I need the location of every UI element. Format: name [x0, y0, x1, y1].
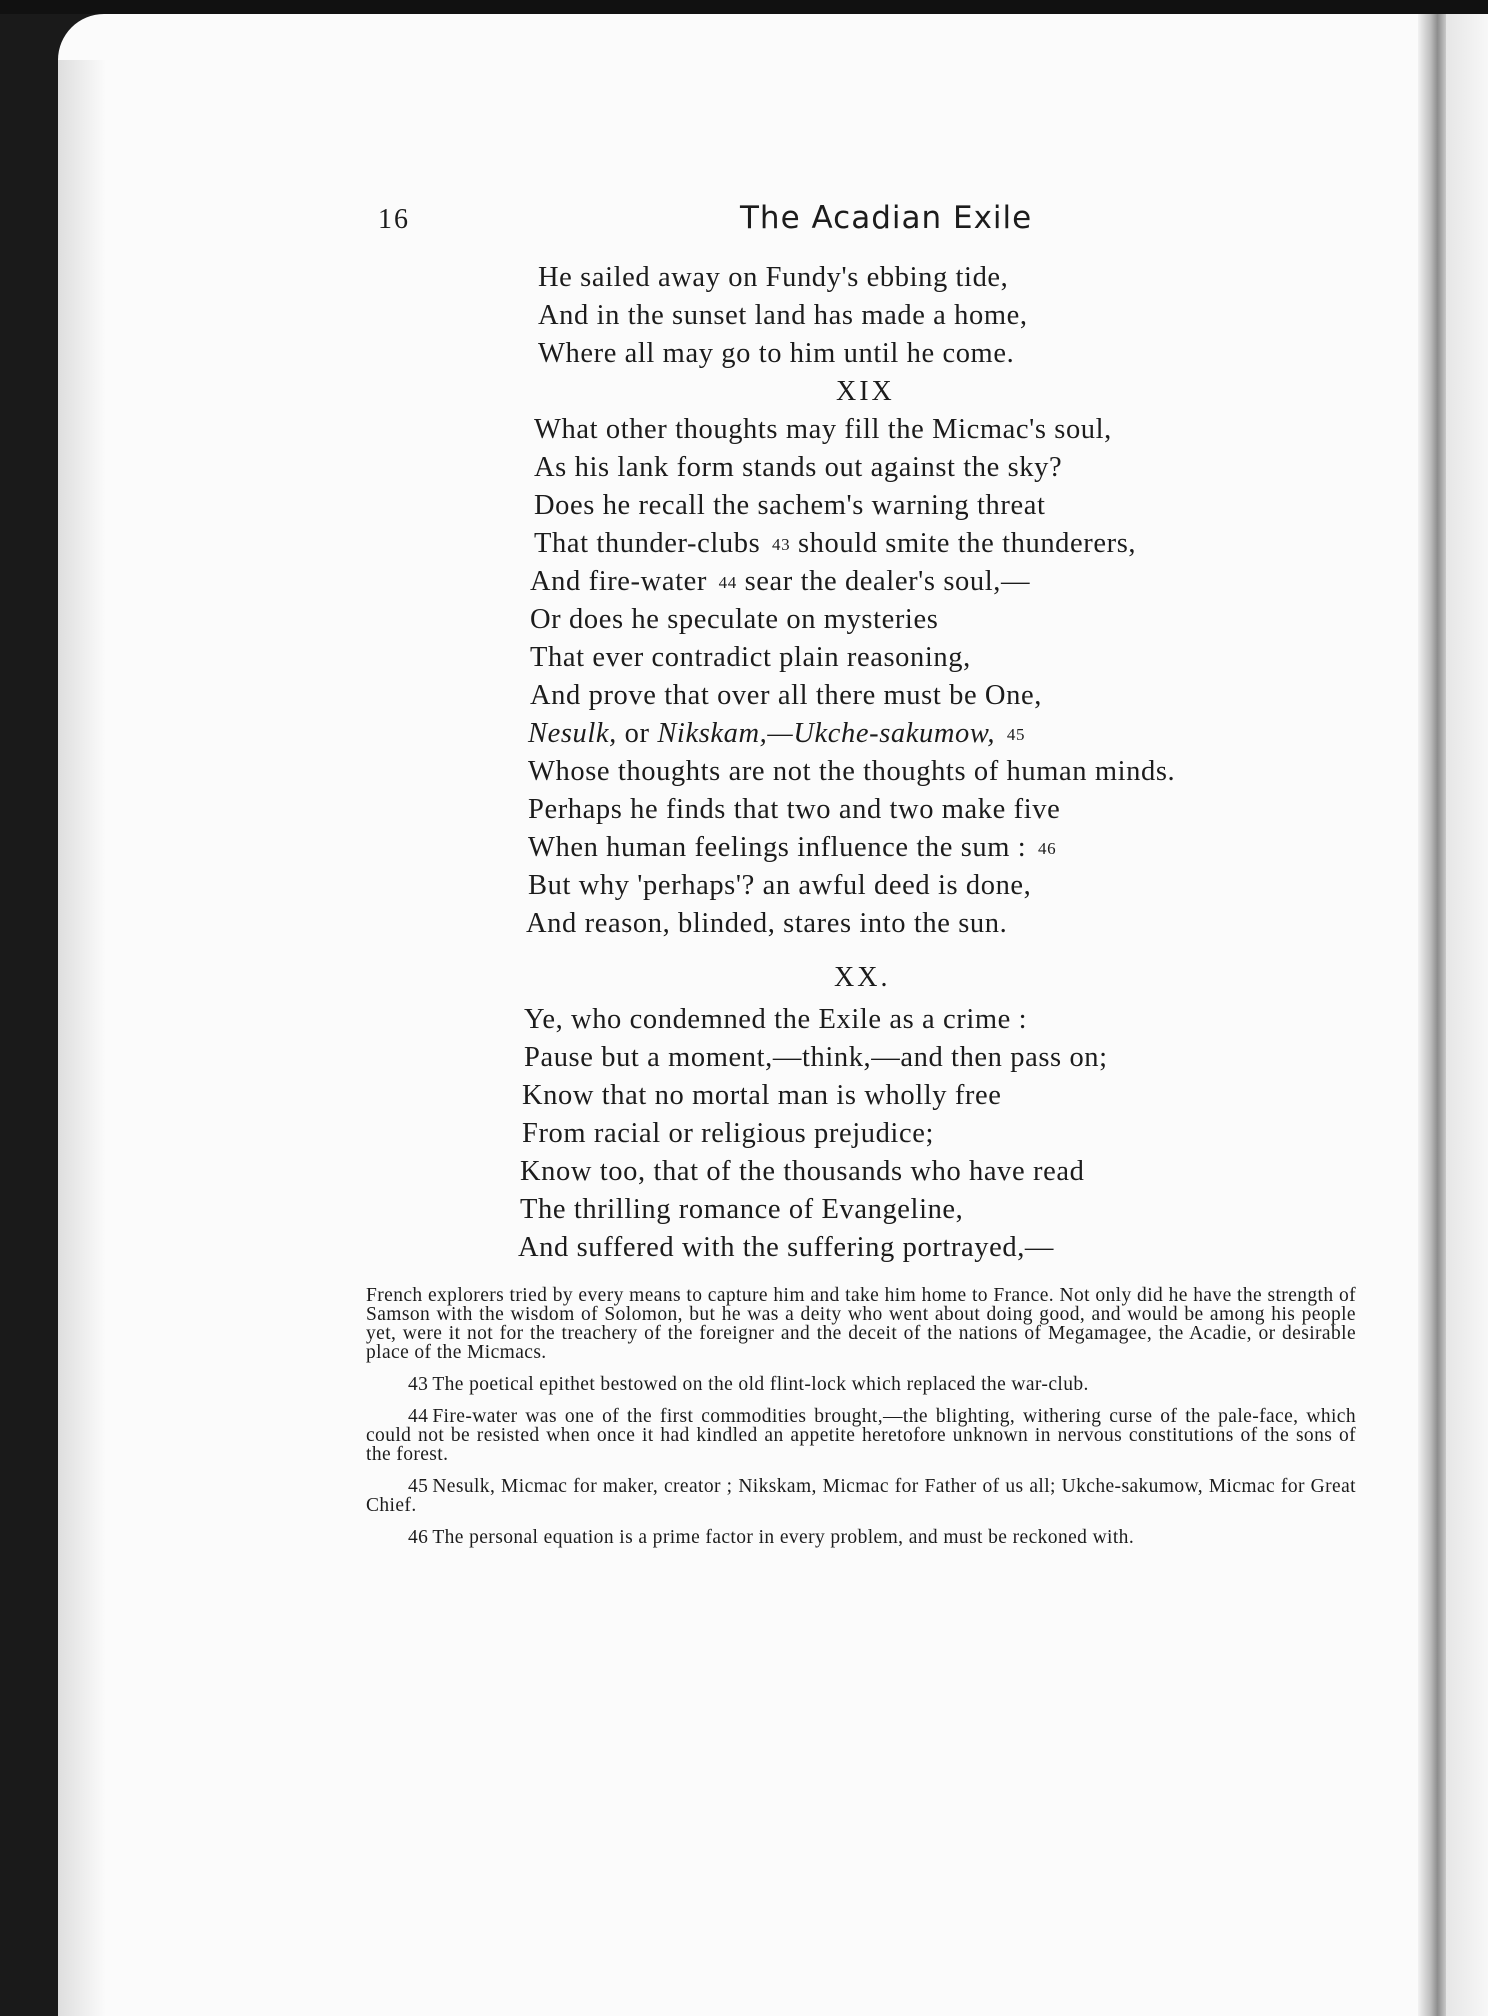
- footnote-ref-43: 43: [772, 535, 791, 554]
- footnote-continued: French explorers tried by every means to capture him and take him home to France. Not only did he have the strength of Samson with the wisdom of Solomon, but he was a deity who went about doing good, and would be among his people yet, were it not for the treachery of the foreigner and the deceit of the nations of Megamagee, the Acadie, or desirable place of the Micmacs.: [366, 1285, 1356, 1363]
- poem-line: Know that no mortal man is wholly free: [522, 1080, 1002, 1111]
- footnote-text: Nesulk, Micmac for maker, creator ; Nikskam, Micmac for Father of us all; Ukche-sakumow, Micmac for Great Chief.: [366, 1476, 1356, 1516]
- poem-line: [534, 528, 1136, 560]
- footnote-text: Fire-water was one of the first commodities brought,—the blighting, withering curse of the pale-face, which could not be resisted when once it had kindled an appetite heretofore unknown in nervous constitutions of the sons of the forest.: [366, 1406, 1356, 1465]
- poem-line: But why 'perhaps'? an awful deed is done,: [528, 870, 1032, 901]
- poem-line: And suffered with the suffering portrayed,—: [518, 1232, 1055, 1263]
- footnote-ref-44: 44: [718, 573, 737, 592]
- poem-line: Whose thoughts are not the thoughts of human minds.: [528, 756, 1176, 787]
- scan-top-edge: [0, 0, 1488, 14]
- poem-line-italic: Nikskam,—Ukche-sakumow,: [657, 718, 996, 749]
- poem-line: He sailed away on Fundy's ebbing tide,: [538, 262, 1009, 293]
- footnote-text: The personal equation is a prime factor in every problem, and must be reckoned with.: [432, 1527, 1135, 1548]
- footnote-45: [366, 1477, 1356, 1515]
- poem-line: Ye, who condemned the Exile as a crime :: [524, 1004, 1028, 1035]
- footnote-44: [366, 1407, 1356, 1464]
- poem-line-text: should smite the thunderers,: [797, 528, 1137, 559]
- poem-line: Or does he speculate on mysteries: [530, 604, 939, 635]
- poem-line: And reason, blinded, stares into the sun.: [526, 908, 1008, 939]
- poem-line: Does he recall the sachem's warning threat: [534, 490, 1046, 521]
- poem-line: [528, 832, 1056, 864]
- footnote-ref-45: 45: [1006, 725, 1026, 744]
- footnote-number: 43: [408, 1374, 429, 1395]
- footnote-number: 46: [408, 1527, 429, 1548]
- poem-line: [530, 566, 1030, 598]
- page-edge-shadow: [1418, 14, 1446, 2016]
- poem-line: As his lank form stands out against the sky?: [534, 452, 1063, 483]
- footnote-46: [366, 1528, 1356, 1547]
- footnote-number: 44: [408, 1406, 429, 1427]
- running-title: The Acadian Exile: [740, 200, 1033, 236]
- poem-line-text: And fire-water: [530, 566, 707, 597]
- footnote-ref-46: 46: [1038, 839, 1057, 858]
- poem-line: Perhaps he finds that two and two make five: [528, 794, 1061, 825]
- poem-line: [528, 718, 1025, 750]
- poem-line: And prove that over all there must be One,: [530, 680, 1042, 711]
- footnote-number: 45: [408, 1476, 429, 1497]
- poem-line: What other thoughts may fill the Micmac's soul,: [534, 414, 1112, 445]
- poem-line: Where all may go to him until he come.: [538, 338, 1015, 369]
- stanza-number-xx: XX.: [834, 962, 891, 993]
- footnote-43: [366, 1375, 1356, 1394]
- poem-line: From racial or religious prejudice;: [522, 1118, 934, 1149]
- poem-line: Know too, that of the thousands who have read: [520, 1156, 1085, 1187]
- poem-line: Pause but a moment,—think,—and then pass on;: [524, 1042, 1108, 1073]
- poem-line-text: That thunder-clubs: [534, 528, 761, 559]
- poem-line-italic: Nesulk,: [528, 718, 617, 749]
- page-left-shadow: [58, 60, 106, 2016]
- poem-line: That ever contradict plain reasoning,: [530, 642, 971, 673]
- footnotes: [366, 1286, 1356, 1560]
- stanza-number-xix: XIX: [836, 376, 895, 407]
- page-edge: [1446, 14, 1488, 2016]
- poem-line-text: When human feelings influence the sum :: [528, 832, 1027, 863]
- poem-line: The thrilling romance of Evangeline,: [520, 1194, 964, 1225]
- poem-line: And in the sunset land has made a home,: [538, 300, 1028, 331]
- page-number: 16: [378, 204, 410, 235]
- footnote-text: The poetical epithet bestowed on the old flint-lock which replaced the war-club.: [432, 1374, 1089, 1395]
- poem-line-text: or: [624, 718, 650, 749]
- poem-line-text: sear the dealer's soul,—: [744, 566, 1031, 597]
- page-header: [0, 200, 1488, 240]
